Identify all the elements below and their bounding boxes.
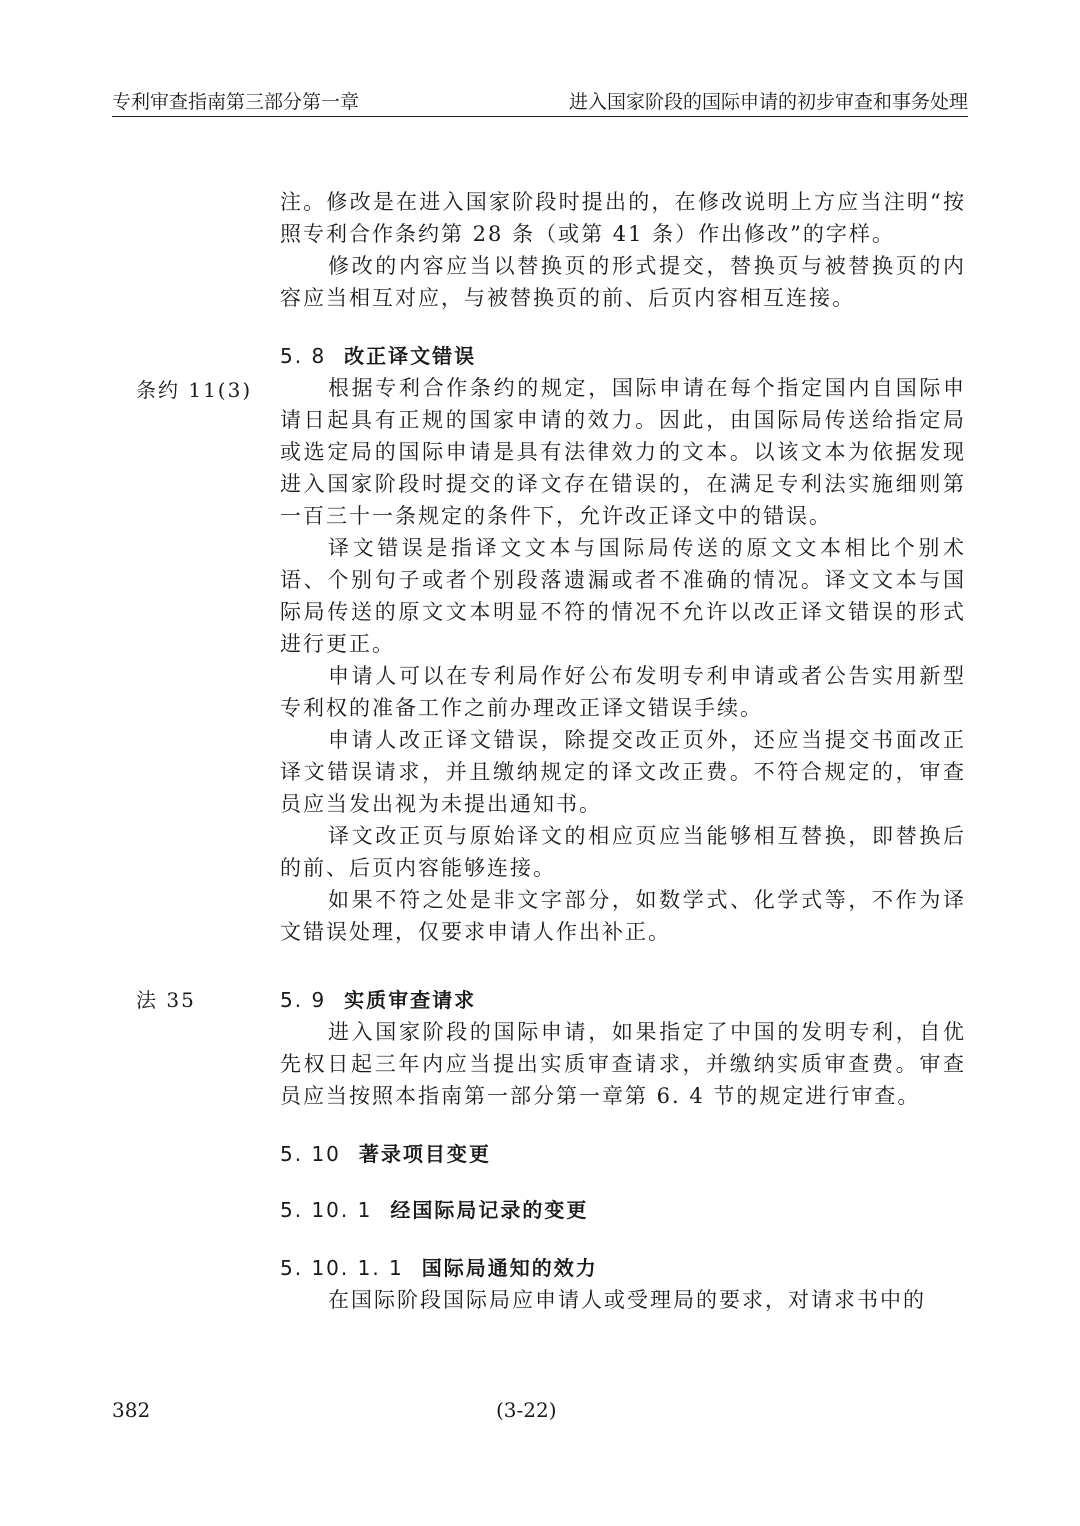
margin-note-law: 法 35 bbox=[136, 988, 196, 1012]
section-heading bbox=[280, 1138, 966, 1170]
running-header-left: 专利审查指南第三部分第一章 bbox=[112, 91, 360, 113]
section-page-number: (3-22) bbox=[496, 1398, 557, 1422]
paragraph: 进入国家阶段的国际申请，如果指定了中国的发明专利，自优先权日起三年内应当提出实质审查请求，并缴纳实质审查费。审查员应当按照本指南第一部分第一章第 6. 4 节的规定进行审查。 bbox=[280, 1020, 966, 1108]
section-title: 实质审查请求 bbox=[344, 988, 477, 1012]
section-number: 5. 10 bbox=[280, 1142, 341, 1166]
section-title: 改正译文错误 bbox=[344, 344, 477, 368]
section-heading bbox=[280, 984, 966, 1016]
paragraph: 修改的内容应当以替换页的形式提交，替换页与被替换页的内容应当相互对应，与被替换页的前、后页内容相互连接。 bbox=[280, 254, 966, 310]
section-heading bbox=[280, 1252, 966, 1284]
paragraph: 根据专利合作条约的规定，国际申请在每个指定国内自国际申请日起具有正规的国家申请的效力。因此，由国际局传送给指定局或选定局的国际申请是具有法律效力的文本。以该文本为依据发现进入国家阶段时提交的译文存在错误的，在满足专利法实施细则第一百三十一条规定的条件下，允许改正译文中的错误。 bbox=[280, 376, 966, 528]
section-heading bbox=[280, 340, 966, 372]
page-number: 382 bbox=[112, 1398, 151, 1422]
section-5-8 bbox=[280, 340, 966, 948]
paragraph: 在国际阶段国际局应申请人或受理局的要求，对请求书中的 bbox=[328, 1288, 926, 1312]
section-title: 著录项目变更 bbox=[358, 1142, 491, 1166]
section-heading bbox=[280, 1194, 966, 1226]
paragraph: 申请人改正译文错误，除提交改正页外，还应当提交书面改正译文错误请求，并且缴纳规定的译文改正费。不符合规定的，审查员应当发出视为未提出通知书。 bbox=[280, 728, 966, 816]
paragraph: 译文改正页与原始译文的相应页应当能够相互替换，即替换后的前、后页内容能够连接。 bbox=[280, 824, 966, 880]
section-title: 经国际局记录的变更 bbox=[390, 1198, 589, 1222]
section-number: 5. 9 bbox=[280, 988, 327, 1012]
paragraph: 如果不符之处是非文字部分，如数学式、化学式等，不作为译文错误处理，仅要求申请人作出补正。 bbox=[280, 888, 966, 944]
section-5-10 bbox=[280, 1138, 966, 1170]
paragraph: 申请人可以在专利局作好公布发明专利申请或者公告实用新型专利权的准备工作之前办理改正译文错误手续。 bbox=[280, 664, 966, 720]
top-paragraphs bbox=[280, 186, 966, 314]
section-5-10-1-1 bbox=[280, 1252, 966, 1316]
paragraph: 译文错误是指译文文本与国际局传送的原文文本相比个别术语、个别句子或者个别段落遗漏或者不准确的情况。译文文本与国际局传送的原文文本明显不符的情况不允许以改正译文错误的形式进行更正。 bbox=[280, 536, 966, 656]
section-title: 国际局通知的效力 bbox=[421, 1256, 598, 1280]
paragraph: 注。修改是在进入国家阶段时提出的，在修改说明上方应当注明“按照专利合作条约第 28 条（或第 41 条）作出修改”的字样。 bbox=[280, 190, 966, 246]
section-number: 5. 8 bbox=[280, 344, 327, 368]
section-5-10-1 bbox=[280, 1194, 966, 1226]
section-number: 5. 10. 1 bbox=[280, 1198, 373, 1222]
margin-note-treaty: 条约 11(3) bbox=[136, 378, 253, 402]
header-divider bbox=[112, 116, 968, 117]
running-header-right: 进入国家阶段的国际申请的初步审查和事务处理 bbox=[568, 91, 968, 113]
section-number: 5. 10. 1. 1 bbox=[280, 1256, 404, 1280]
section-5-9 bbox=[280, 984, 966, 1112]
